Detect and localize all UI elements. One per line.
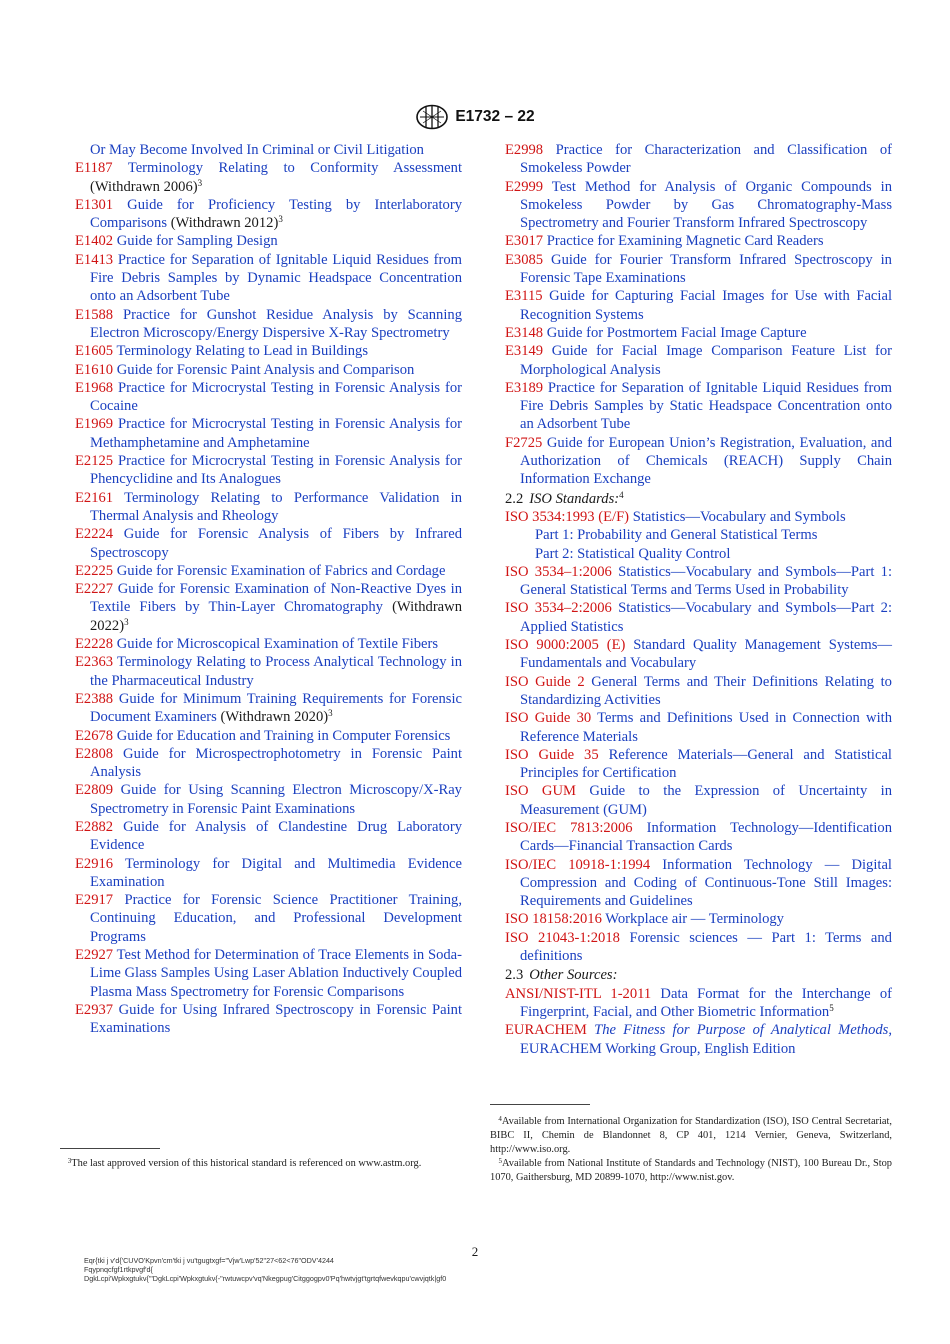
reference-entry[interactable] [75, 452, 462, 489]
reference-entry[interactable] [505, 929, 892, 966]
reference-entry[interactable] [75, 781, 462, 818]
reference-designation[interactable]: E3149 [505, 343, 544, 360]
reference-title: Practice for Examining Magnetic Card Readers [546, 233, 824, 250]
reference-title: Guide for Forensic Examination of Fabrics and Cordage [116, 562, 446, 579]
left-column [75, 141, 462, 1038]
reference-designation[interactable]: E2227 [75, 581, 114, 598]
reference-entry[interactable] [505, 563, 892, 600]
footer-line: Fqypnqcfgf1rtkpvgf'd{ [84, 1265, 153, 1274]
reference-designation[interactable]: E1588 [75, 306, 114, 323]
reference-designation[interactable]: E3189 [505, 379, 544, 396]
withdrawn-note: (Withdrawn 2012) [170, 215, 279, 232]
eurachem-reference[interactable]: EURACHEM The Fitness for Purpose of Analytical Methods, EURACHEM Working Group, English Edition [505, 1022, 892, 1057]
reference-title: Test Method for Determination of Trace Elements in Soda-Lime Glass Samples Using Laser Ablation Inductively Coupled Plasma Mass Spectrometry for Forensic Comparisons [90, 947, 463, 1000]
reference-title: Guide for Facial Image Comparison Feature List for Morphological Analysis [520, 343, 892, 378]
reference-entry[interactable] [505, 746, 892, 783]
reference-designation[interactable]: E2998 [505, 142, 544, 158]
reference-title: Terminology for Digital and Multimedia Evidence Examination [90, 855, 462, 890]
reference-title: Information Technology—Identification Cards—Financial Transaction Cards [520, 819, 893, 855]
reference-designation[interactable]: E2225 [75, 562, 114, 579]
reference-designation[interactable]: E1413 [75, 251, 114, 268]
footnote-marker: 3 [124, 616, 129, 627]
reference-title: Or May Become Involved In Criminal or Civil Litigation [90, 142, 424, 158]
reference-entry[interactable] [505, 856, 892, 911]
reference-title: Terminology Relating to Conformity Assessment [127, 160, 463, 177]
reference-title: Workplace air — Terminology [605, 911, 784, 928]
reference-designation[interactable]: E2882 [75, 818, 114, 835]
reference-title: Guide for Sampling Design [116, 233, 278, 250]
reference-title: Standard Quality Management Systems—Fundamentals and Vocabulary [520, 637, 892, 672]
reference-designation[interactable]: E2809 [75, 782, 114, 799]
reference-entry[interactable] [505, 819, 892, 856]
reference-title: Terminology Relating to Performance Validation in Thermal Analysis and Rheology [90, 489, 462, 524]
reference-title: Guide for European Union’s Registration, Evaluation, and Authorization of Chemicals (REACH) Supply Chain Information Exchange [520, 434, 892, 488]
reference-title: Practice for Forensic Science Practitioner Training, Continuing Education, and Professional Development Programs [90, 892, 462, 945]
reference-entry[interactable] [75, 745, 462, 782]
reference-entry[interactable] [505, 673, 892, 710]
footnote-rule [60, 1148, 160, 1149]
footer-line: DgkLcpi'Wpkxgtukv{'"DgkLcpi'Wpkxgtukv{-"rwtuwcpv'vq'Nkegpug'Citggogpv0'Pq'hwtvjgt'tgrtqfwevkqpu'cwvjqtk|gf0 [84, 1274, 447, 1283]
reference-designation[interactable]: E3017 [505, 233, 544, 250]
reference-title: Terminology Relating to Process Analytical Technology in the Pharmaceutical Industry [90, 654, 462, 689]
footer-line: Eqr{tki j v'd{'CUVO'Kpvn'cm'tki j vu'tgugtxgf="Vjw'Lwp'52"27<62<76"ODV'4244 [84, 1256, 334, 1265]
reference-entry[interactable] [75, 891, 462, 946]
reference-designation[interactable]: E2808 [75, 745, 114, 762]
reference-title: Statistics—Vocabulary and Symbols [632, 508, 846, 525]
iso-standards-heading: 2.2 ISO Standards:$^4$ [505, 489, 624, 507]
license-footer [84, 1256, 644, 1283]
reference-entry[interactable] [75, 946, 462, 1001]
reference-title: Practice for Microcrystal Testing in Forensic Analysis for Cocaine [90, 379, 462, 415]
reference-designation[interactable]: ISO Guide 2 [505, 673, 585, 690]
reference-title: Guide for Forensic Analysis of Fibers by Infrared Spectroscopy [90, 526, 462, 561]
reference-title: Guide for Microscopical Examination of Textile Fibers [116, 636, 439, 653]
reference-entry[interactable] [75, 379, 462, 416]
reference-title: Terms and Definitions Used in Connection with Reference Materials [520, 710, 892, 745]
reference-title: Statistics—Vocabulary and Symbols—Part 2: Applied Statistics [520, 600, 893, 635]
withdrawn-note: (Withdrawn 2022) [90, 599, 462, 634]
reference-entry[interactable] [505, 251, 892, 288]
reference-entry[interactable] [505, 599, 892, 636]
reference-title: Terminology Relating to Lead in Buildings [116, 343, 368, 360]
reference-entry[interactable] [75, 855, 462, 892]
reference-designation[interactable]: ISO/IEC 7813:2006 [505, 819, 633, 836]
ansi-nist-reference[interactable]: ANSI/NIST-ITL 1-2011 Data Format for the Interchange of Fingerprint, Facial, and Other Biometric Information$^5$ [505, 985, 892, 1020]
reference-designation[interactable]: E3085 [505, 251, 544, 268]
reference-designation[interactable]: ISO 3534:1993 (E/F) [505, 508, 630, 525]
reference-designation[interactable]: E1301 [75, 196, 114, 213]
reference-designation[interactable]: E2363 [75, 654, 114, 671]
reference-designation[interactable]: ISO 21043-1:2018 [505, 929, 620, 946]
reference-entry[interactable] [505, 287, 892, 324]
reference-designation[interactable]: E2678 [75, 727, 114, 744]
reference-entry[interactable] [505, 709, 892, 746]
reference-designation[interactable]: ISO Guide 35 [505, 746, 599, 763]
reference-entry[interactable] [505, 636, 892, 673]
reference-entry[interactable] [75, 1001, 462, 1038]
other-sources-heading: 2.3 Other Sources: [505, 967, 618, 984]
reference-entry[interactable] [75, 580, 462, 635]
reference-title: Guide for Forensic Paint Analysis and Comparison [116, 361, 415, 378]
astm-logo-icon [415, 104, 449, 130]
footnote-marker: 3 [328, 708, 333, 719]
reference-entry[interactable] [75, 562, 462, 580]
reference-designation[interactable]: E2224 [75, 526, 114, 543]
right-column [505, 141, 892, 1058]
withdrawn-note: (Withdrawn 2006) [90, 178, 198, 195]
reference-designation[interactable]: E2916 [75, 855, 114, 872]
reference-entry[interactable] [505, 910, 892, 928]
reference-title: Test Method for Analysis of Organic Compounds in Smokeless Powder by Gas Chromatography-Mass Spectrometry and Fourier Transform Infrared Spectroscopy [520, 178, 892, 232]
reference-title: Information Technology — Digital Compression and Coding of Continuous-Tone Still Images: Requirements and Guidelines [520, 856, 892, 910]
reference-title: Guide for Capturing Facial Images for Use with Facial Recognition Systems [520, 288, 892, 323]
footnote-4: $^4$Available from International Organization for Standardization (ISO), ISO Central Secretariat, BIBC II, Chemin de Blandonnet 8, CP 401, 1214 Vernier, Geneva, Switzerland, http://www.iso.org. [490, 1115, 892, 1155]
reference-title: Practice for Separation of Ignitable Liquid Residues from Fire Debris Samples by Static Headspace Concentration onto an Adsorbent Tube [520, 379, 892, 433]
reference-title: Guide for Forensic Examination of Non-Reactive Dyes in Textile Fibers by Thin-Layer Chromatography [90, 581, 462, 616]
reference-title: General Terms and Their Definitions Relating to Standardizing Activities [520, 673, 892, 708]
reference-designation[interactable]: E2388 [75, 690, 114, 707]
reference-designation[interactable]: ISO 3534–1:2006 [505, 563, 612, 580]
reference-title: Guide for Fourier Transform Infrared Spectroscopy in Forensic Tape Examinations [520, 251, 892, 287]
reference-entry[interactable] [75, 232, 462, 250]
reference-designation[interactable]: ISO GUM [505, 783, 576, 800]
reference-designation[interactable]: E2161 [75, 489, 114, 506]
reference-title: Guide to the Expression of Uncertainty in Measurement (GUM) [520, 783, 893, 818]
reference-title: Guide for Proficiency Testing by Interlaboratory Comparisons [90, 196, 462, 232]
reference-title: Guide for Minimum Training Requirements for Forensic Document Examiners [90, 690, 462, 726]
reference-title: Reference Materials—General and Statistical Principles for Certification [520, 746, 892, 782]
reference-entry[interactable] [75, 141, 462, 159]
withdrawn-note: (Withdrawn 2020) [220, 709, 329, 726]
reference-designation[interactable]: E1187 [75, 160, 113, 177]
reference-entry[interactable] [505, 508, 892, 563]
reference-entry[interactable] [75, 727, 462, 745]
reference-designation[interactable]: E1968 [75, 379, 114, 396]
footnote-marker: 3 [197, 177, 203, 188]
reference-designation[interactable]: F2725 [505, 434, 543, 451]
reference-title: Practice for Characterization and Classification of Smokeless Powder [520, 142, 892, 177]
reference-designation[interactable]: ISO 3534–2:2006 [505, 600, 612, 617]
sub-part: Part 2: Statistical Quality Control [535, 545, 731, 562]
reference-designation[interactable]: ISO 9000:2005 (E) [505, 637, 626, 654]
reference-title: Guide for Using Scanning Electron Microscopy/X-Ray Spectrometry in Forensic Paint Examinations [90, 782, 462, 817]
reference-entry[interactable] [75, 159, 462, 196]
reference-entry[interactable] [505, 434, 892, 489]
standard-designation: E1732 – 22 [455, 108, 535, 125]
reference-entry[interactable] [505, 342, 892, 379]
reference-entry[interactable] [75, 361, 462, 379]
reference-designation[interactable]: E1610 [75, 361, 114, 378]
reference-title: Guide for Analysis of Clandestine Drug Laboratory Evidence [90, 818, 462, 854]
reference-entry[interactable] [75, 196, 462, 233]
reference-title: Practice for Separation of Ignitable Liquid Residues from Fire Debris Samples by Dynamic Headspace Concentration onto an Adsorbent Tube [90, 251, 462, 305]
reference-designation[interactable]: E2927 [75, 947, 114, 964]
reference-title: Practice for Gunshot Residue Analysis by Scanning Electron Microscopy/Energy Dispersive X-Ray Spectrometry [90, 306, 462, 341]
reference-designation[interactable]: ISO/IEC 10918-1:1994 [505, 856, 651, 873]
page-header [0, 103, 950, 131]
reference-title: Practice for Microcrystal Testing in Forensic Analysis for Phencyclidine and Its Analogues [90, 453, 462, 488]
reference-entry[interactable] [505, 324, 892, 342]
reference-entry[interactable] [75, 525, 462, 562]
reference-entry[interactable] [75, 653, 462, 690]
reference-entry[interactable] [505, 141, 892, 178]
reference-entry[interactable] [75, 489, 462, 526]
footnote-3: $^3$The last approved version of this historical standard is referenced on www.astm.org. [67, 1157, 422, 1169]
reference-entry[interactable] [75, 415, 462, 452]
reference-entry[interactable] [75, 690, 462, 727]
reference-designation[interactable]: E2937 [75, 1001, 114, 1018]
reference-title: Guide for Education and Training in Computer Forensics [116, 727, 451, 744]
reference-title: Practice for Microcrystal Testing in Forensic Analysis for Methamphetamine and Amphetamine [90, 416, 462, 451]
reference-entry[interactable] [75, 818, 462, 855]
reference-title: Guide for Microspectrophotometry in Forensic Paint Analysis [90, 745, 462, 781]
footnote-5: $^5$Available from National Institute of Standards and Technology (NIST), 100 Bureau Dr., Stop 1070, Gaithersburg, MD 20899-1070, http://www.nist.gov. [490, 1157, 892, 1183]
reference-entry[interactable] [505, 782, 892, 819]
reference-entry[interactable] [75, 635, 462, 653]
reference-entry[interactable] [75, 342, 462, 360]
reference-entry[interactable] [75, 306, 462, 343]
reference-title: Forensic sciences — Part 1: Terms and definitions [520, 929, 892, 965]
reference-designation[interactable]: E2999 [505, 178, 544, 195]
reference-entry[interactable] [75, 251, 462, 306]
reference-entry[interactable] [505, 379, 892, 434]
reference-entry[interactable] [505, 178, 892, 233]
reference-entry[interactable] [505, 232, 892, 250]
reference-designation[interactable]: ISO Guide 30 [505, 710, 592, 727]
reference-title: Guide for Postmortem Facial Image Capture [546, 324, 807, 341]
reference-designation[interactable]: E3115 [505, 288, 543, 305]
reference-designation[interactable]: E1969 [75, 416, 114, 433]
reference-designation[interactable]: E2125 [75, 453, 114, 470]
reference-designation[interactable]: E1605 [75, 343, 114, 360]
reference-designation[interactable]: E3148 [505, 324, 544, 341]
reference-designation[interactable]: E2228 [75, 636, 114, 653]
footnote-marker: 3 [278, 214, 283, 225]
page-number: 2 [471, 1244, 479, 1259]
reference-title: Statistics—Vocabulary and Symbols—Part 1: General Statistical Terms and Terms Used in Probability [520, 563, 893, 599]
reference-title: Guide for Using Infrared Spectroscopy in Forensic Paint Examinations [90, 1001, 462, 1037]
reference-designation[interactable]: E1402 [75, 233, 114, 250]
footnote-rule [490, 1104, 590, 1105]
reference-designation[interactable]: ISO 18158:2016 [505, 911, 602, 928]
reference-designation[interactable]: E2917 [75, 892, 114, 909]
sub-part: Part 1: Probability and General Statistical Terms [535, 527, 818, 544]
